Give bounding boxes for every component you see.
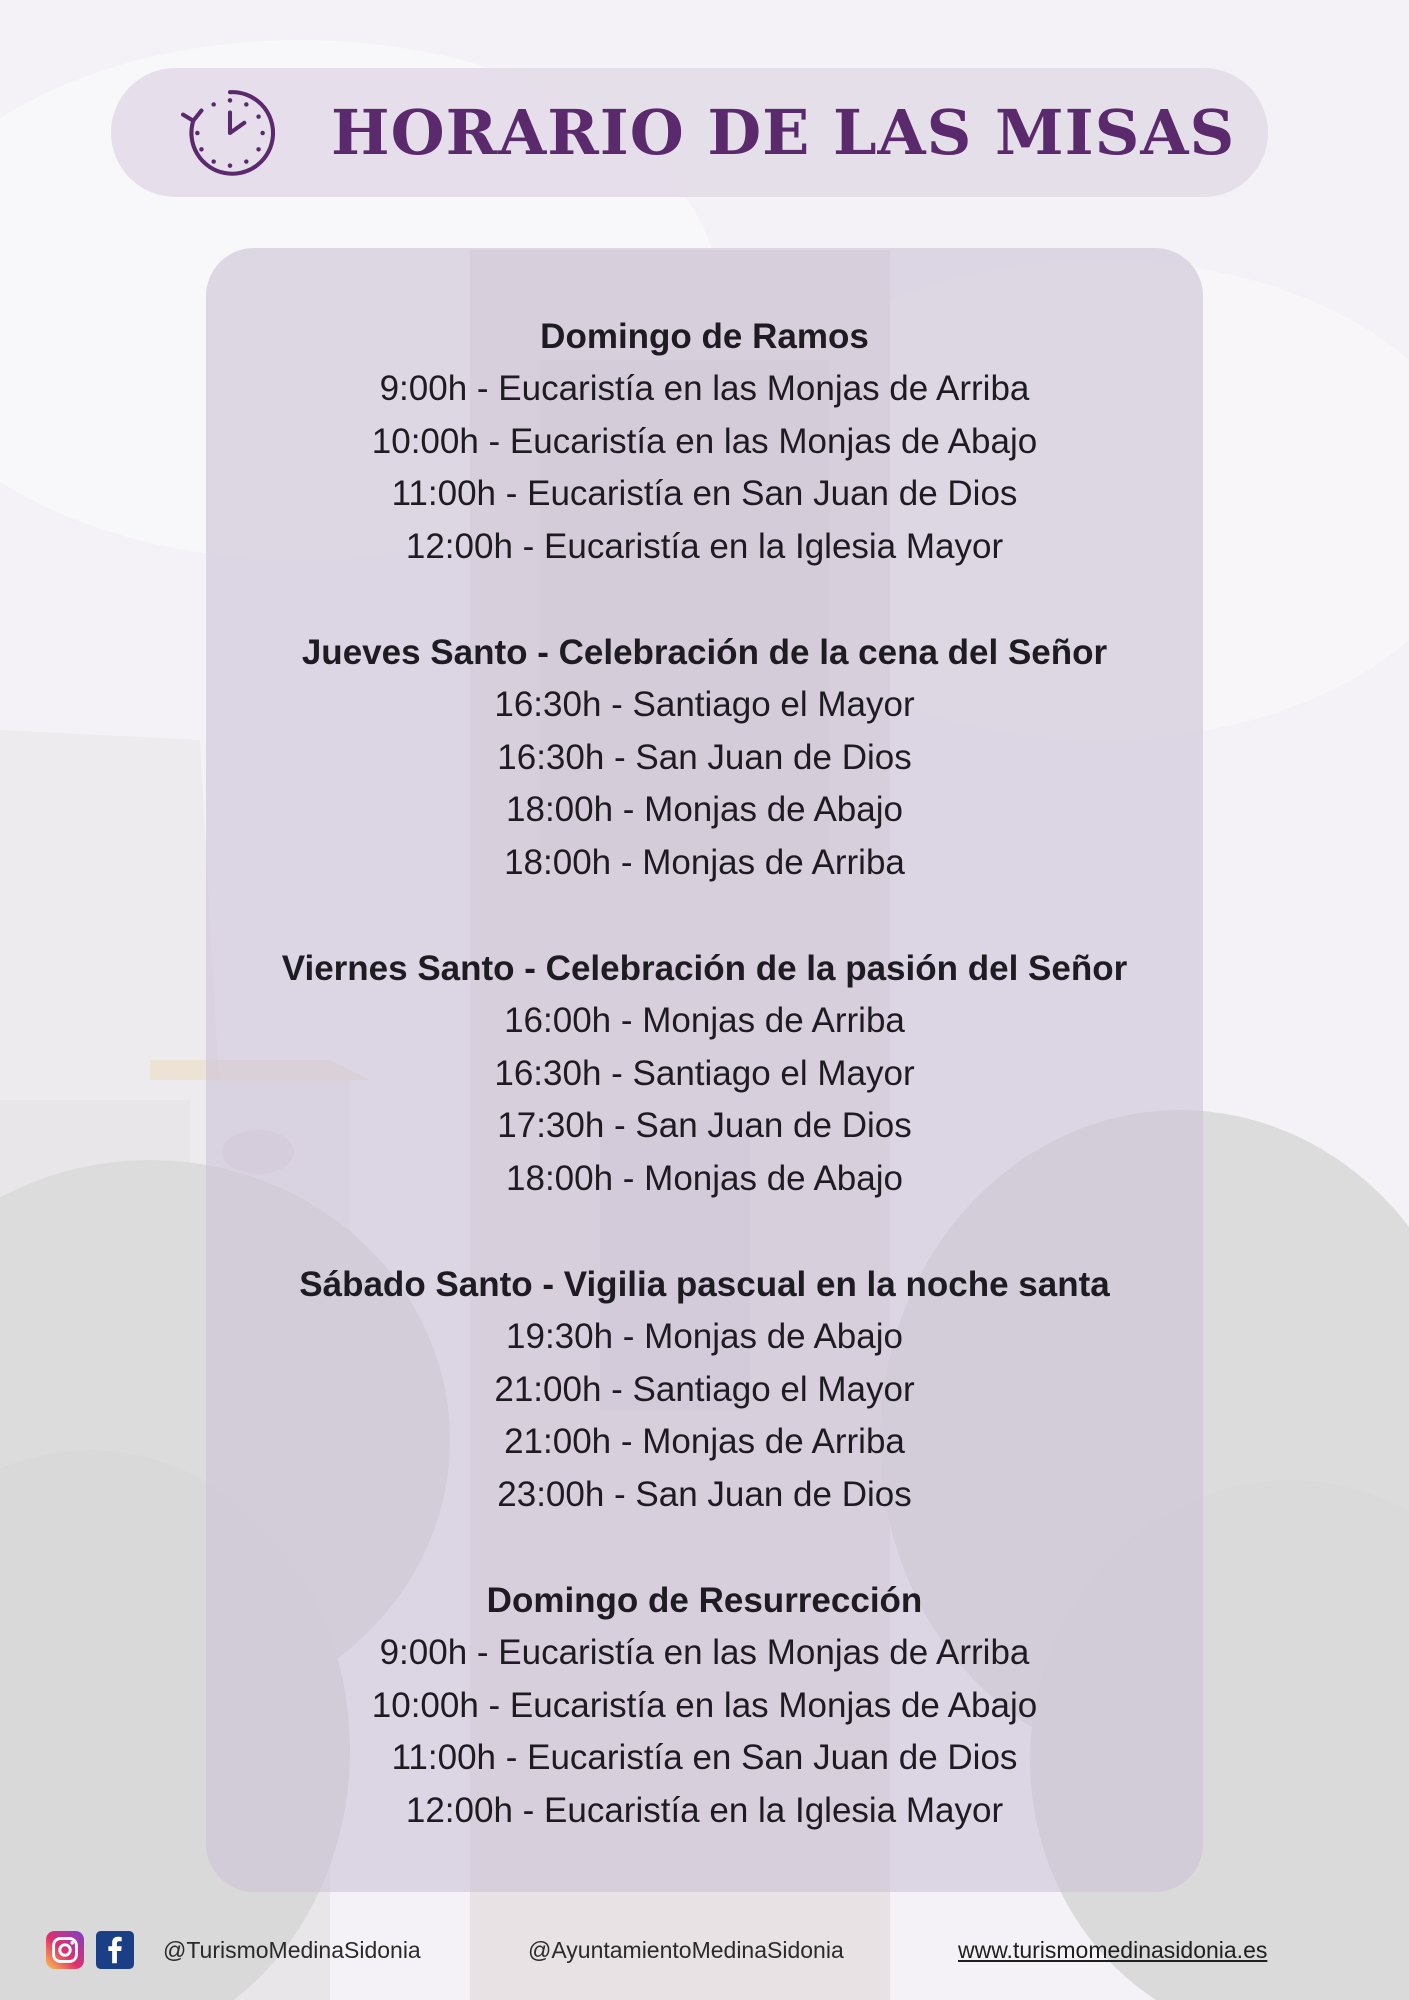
- mass-time-entry: 10:00h - Eucaristía en las Monjas de Abajo: [371, 421, 1038, 461]
- page-title: HORARIO DE LAS MISAS: [331, 96, 1236, 169]
- footer: [0, 1928, 1409, 1972]
- mass-time-entry: 16:30h - San Juan de Dios: [497, 737, 912, 777]
- title-banner: [111, 68, 1268, 197]
- mass-time-entry: 23:00h - San Juan de Dios: [497, 1474, 912, 1514]
- section-title: Sábado Santo - Vigilia pascual en la noche santa: [299, 1265, 1110, 1304]
- schedule-section: [206, 626, 1203, 889]
- section-title: Domingo de Ramos: [540, 317, 869, 356]
- schedule-card: [206, 248, 1203, 1892]
- mass-time-entry: 17:30h - San Juan de Dios: [497, 1106, 912, 1145]
- section-title: Viernes Santo - Celebración de la pasión del Señor: [281, 949, 1128, 988]
- mass-time-entry: 18:00h - Monjas de Abajo: [506, 1158, 903, 1198]
- mass-time-entry: 11:00h - Eucaristía en San Juan de Dios: [391, 474, 1018, 513]
- mass-time-entry: 9:00h - Eucaristía en las Monjas de Arriba: [379, 1633, 1030, 1672]
- section-title: Jueves Santo - Celebración de la cena del Señor: [301, 633, 1108, 672]
- instagram-icon[interactable]: [46, 1931, 84, 1969]
- mass-time-entry: 12:00h - Eucaristía en la Iglesia Mayor: [405, 526, 1004, 566]
- schedule-section: [206, 1574, 1203, 1837]
- section-title: Domingo de Resurrección: [486, 1581, 923, 1620]
- mass-time-entry: 10:00h - Eucaristía en las Monjas de Abajo: [371, 1685, 1038, 1725]
- mass-time-entry: 16:30h - Santiago el Mayor: [494, 1053, 915, 1093]
- mass-time-entry: 21:00h - Santiago el Mayor: [494, 1369, 915, 1409]
- instagram-handle[interactable]: @TurismoMedinaSidonia: [163, 1937, 421, 1963]
- website-link[interactable]: www.turismomedinasidonia.es: [958, 1937, 1268, 1963]
- facebook-icon[interactable]: [96, 1931, 134, 1969]
- mass-time-entry: 16:30h - Santiago el Mayor: [494, 685, 915, 724]
- schedule-section: [206, 1258, 1203, 1521]
- mass-time-entry: 19:30h - Monjas de Abajo: [506, 1317, 903, 1356]
- schedule-list: [206, 310, 1203, 1890]
- mass-time-entry: 18:00h - Monjas de Arriba: [504, 842, 905, 882]
- mass-time-entry: 12:00h - Eucaristía en la Iglesia Mayor: [405, 1790, 1004, 1830]
- facebook-handle[interactable]: @AyuntamientoMedinaSidonia: [528, 1937, 844, 1963]
- schedule-section: [206, 942, 1203, 1205]
- mass-time-entry: 16:00h - Monjas de Arriba: [504, 1001, 905, 1040]
- mass-time-entry: 18:00h - Monjas de Abajo: [506, 790, 903, 829]
- mass-time-entry: 21:00h - Monjas de Arriba: [504, 1422, 905, 1461]
- clock-rewind-icon: [179, 82, 281, 184]
- mass-time-entry: 9:00h - Eucaristía en las Monjas de Arriba: [379, 369, 1030, 408]
- schedule-section: [206, 310, 1203, 573]
- mass-time-entry: 11:00h - Eucaristía en San Juan de Dios: [391, 1738, 1018, 1777]
